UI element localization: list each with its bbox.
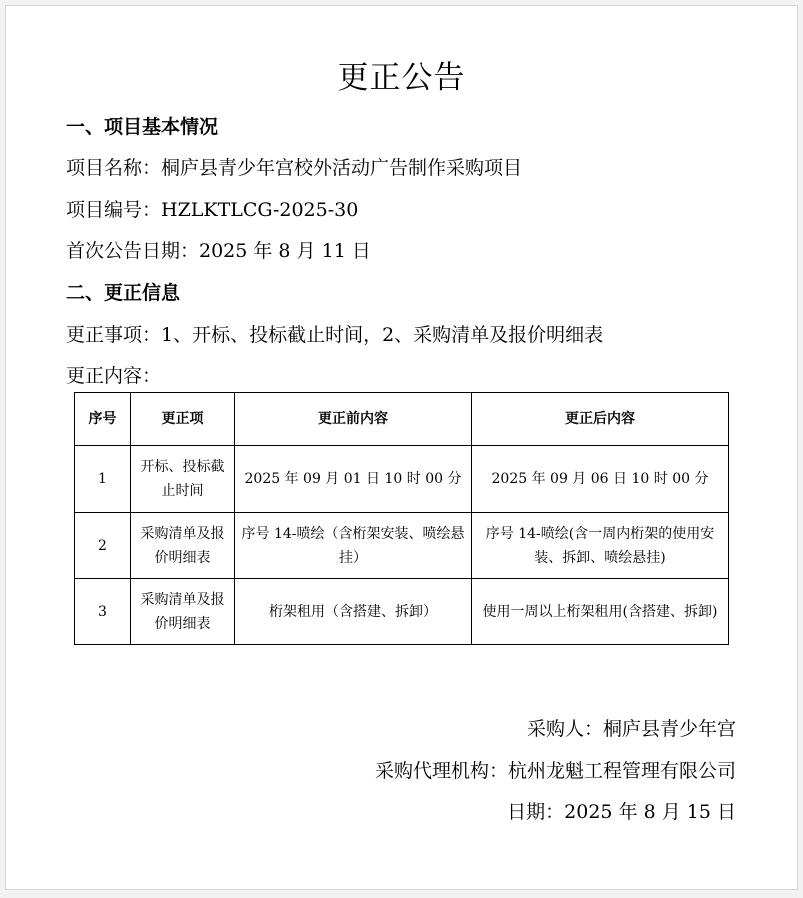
cell-seq: 3 [75, 579, 131, 645]
table-row [75, 446, 729, 513]
correction-content-label: 更正内容： [66, 365, 162, 387]
cell-before: 桁架租用（含搭建、拆卸） [235, 579, 472, 645]
procurement-agency: 采购代理机构：杭州龙魁工程管理有限公司 [374, 760, 736, 782]
notice-date: 日期：2025 年 8 月 15 日 [507, 801, 736, 823]
cell-after: 使用一周以上桁架租用(含搭建、拆卸) [472, 579, 729, 645]
cell-seq: 2 [75, 513, 131, 579]
table-header-row [75, 393, 729, 446]
cell-item: 采购清单及报价明细表 [131, 513, 235, 579]
cell-item: 开标、投标截止时间 [131, 446, 235, 513]
header-seq: 序号 [75, 393, 131, 446]
purchaser: 采购人：桐庐县青少年宫 [526, 718, 736, 740]
cell-after: 序号 14-喷绘(含一周内桁架的使用安装、拆卸、喷绘悬挂) [472, 513, 729, 579]
first-notice-date: 首次公告日期：2025 年 8 月 11 日 [66, 240, 371, 262]
table-row [75, 579, 729, 645]
project-number: 项目编号：HZLKTLCG-2025-30 [66, 199, 359, 221]
header-after: 更正后内容 [472, 393, 729, 446]
correction-table [74, 392, 729, 645]
cell-before: 序号 14-喷绘（含桁架安装、喷绘悬挂） [235, 513, 472, 579]
cell-after: 2025 年 09 月 06 日 10 时 00 分 [472, 446, 729, 513]
section-heading-basic-info: 一、项目基本情况 [66, 116, 219, 138]
header-item: 更正项 [131, 393, 235, 446]
table-row [75, 513, 729, 579]
header-before: 更正前内容 [235, 393, 472, 446]
page-title: 更正公告 [337, 60, 466, 96]
project-name: 项目名称：桐庐县青少年宫校外活动广告制作采购项目 [66, 157, 523, 179]
cell-item: 采购清单及报价明细表 [131, 579, 235, 645]
section-heading-correction-info: 二、更正信息 [66, 282, 181, 304]
cell-seq: 1 [75, 446, 131, 513]
correction-items: 更正事项：1、开标、投标截止时间，2、采购清单及报价明细表 [66, 324, 604, 346]
cell-before: 2025 年 09 月 01 日 10 时 00 分 [235, 446, 472, 513]
